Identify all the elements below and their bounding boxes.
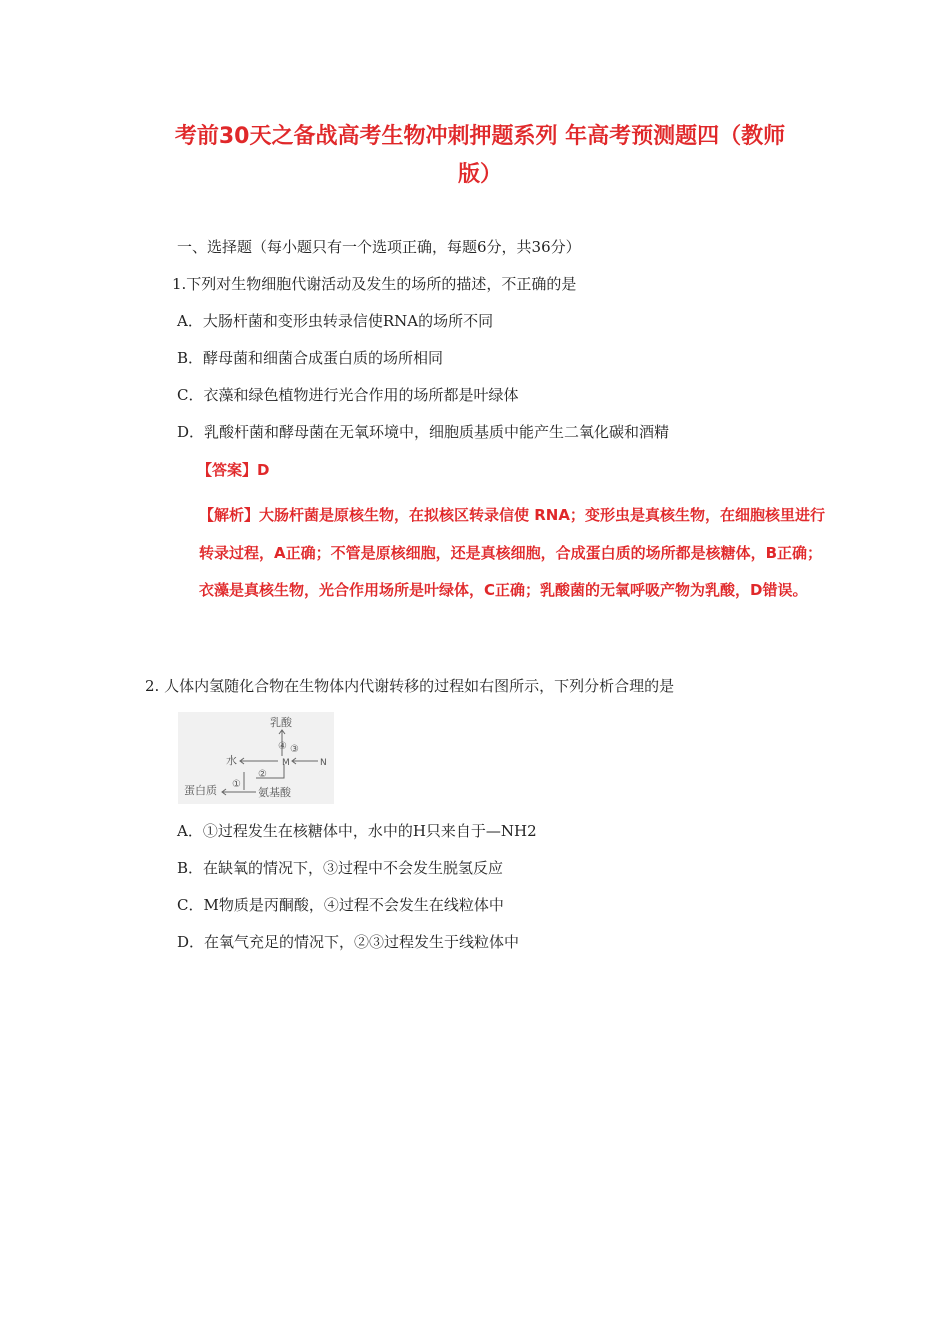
document-title <box>150 118 810 194</box>
title-line-2: 版） <box>457 162 502 187</box>
label-step-1: ① <box>232 779 241 790</box>
q2-option-a: A．①过程发生在核糖体中，水中的H只来自于—NH2 <box>177 822 537 840</box>
label-n: N <box>320 758 327 768</box>
q2-option-b: B．在缺氧的情况下，③过程中不会发生脱氢反应 <box>177 859 504 877</box>
q1-option-a: A．大肠杆菌和变形虫转录信使RNA的场所不同 <box>177 312 494 330</box>
metabolism-diagram <box>178 712 334 804</box>
q1-stem: 1.下列对生物细胞代谢活动及发生的场所的描述，不正确的是 <box>172 275 577 293</box>
q1-option-d: D．乳酸杆菌和酵母菌在无氧环境中，细胞质基质中能产生二氧化碳和酒精 <box>177 423 670 441</box>
label-step-3: ③ <box>290 744 299 755</box>
q1-analysis-wrap <box>199 497 830 610</box>
label-step-2: ② <box>258 769 267 780</box>
q1-option-c: C．衣藻和绿色植物进行光合作用的场所都是叶绿体 <box>177 386 519 404</box>
metabolism-diagram-svg <box>178 712 334 804</box>
label-step-4: ④ <box>278 741 287 752</box>
label-lactic-acid: 乳酸 <box>270 716 292 729</box>
label-protein: 蛋白质 <box>184 784 217 797</box>
q1-answer: 【答案】D <box>197 461 270 479</box>
label-amino-acid: 氨基酸 <box>258 786 291 799</box>
q1-option-b: B．酵母菌和细菌合成蛋白质的场所相同 <box>177 349 444 367</box>
q2-stem: 2. 人体内氢随化合物在生物体内代谢转移的过程如右图所示，下列分析合理的是 <box>145 677 675 695</box>
label-m: M <box>282 758 290 768</box>
q1-analysis: 【解析】大肠杆菌是原核生物，在拟核区转录信使 RNA；变形虫是真核生物，在细胞核里进行转录过程，A正确；不管是原核细胞，还是真核细胞，合成蛋白质的场所都是核糖体，B正确；衣藻是真核生物，光合作用场所是叶绿体，C正确；乳酸菌的无氧呼吸产物为乳酸，D错误。 <box>199 506 825 599</box>
label-water: 水 <box>226 754 237 767</box>
section-heading: 一、选择题（每小题只有一个选项正确，每题6分，共36分） <box>177 238 581 256</box>
title-line-1: 考前30天之备战高考生物冲刺押题系列 年高考预测题四（教师 <box>174 124 786 149</box>
q2-option-d: D．在氧气充足的情况下，②③过程发生于线粒体中 <box>177 933 520 951</box>
q2-option-c: C．M物质是丙酮酸，④过程不会发生在线粒体中 <box>177 896 504 914</box>
